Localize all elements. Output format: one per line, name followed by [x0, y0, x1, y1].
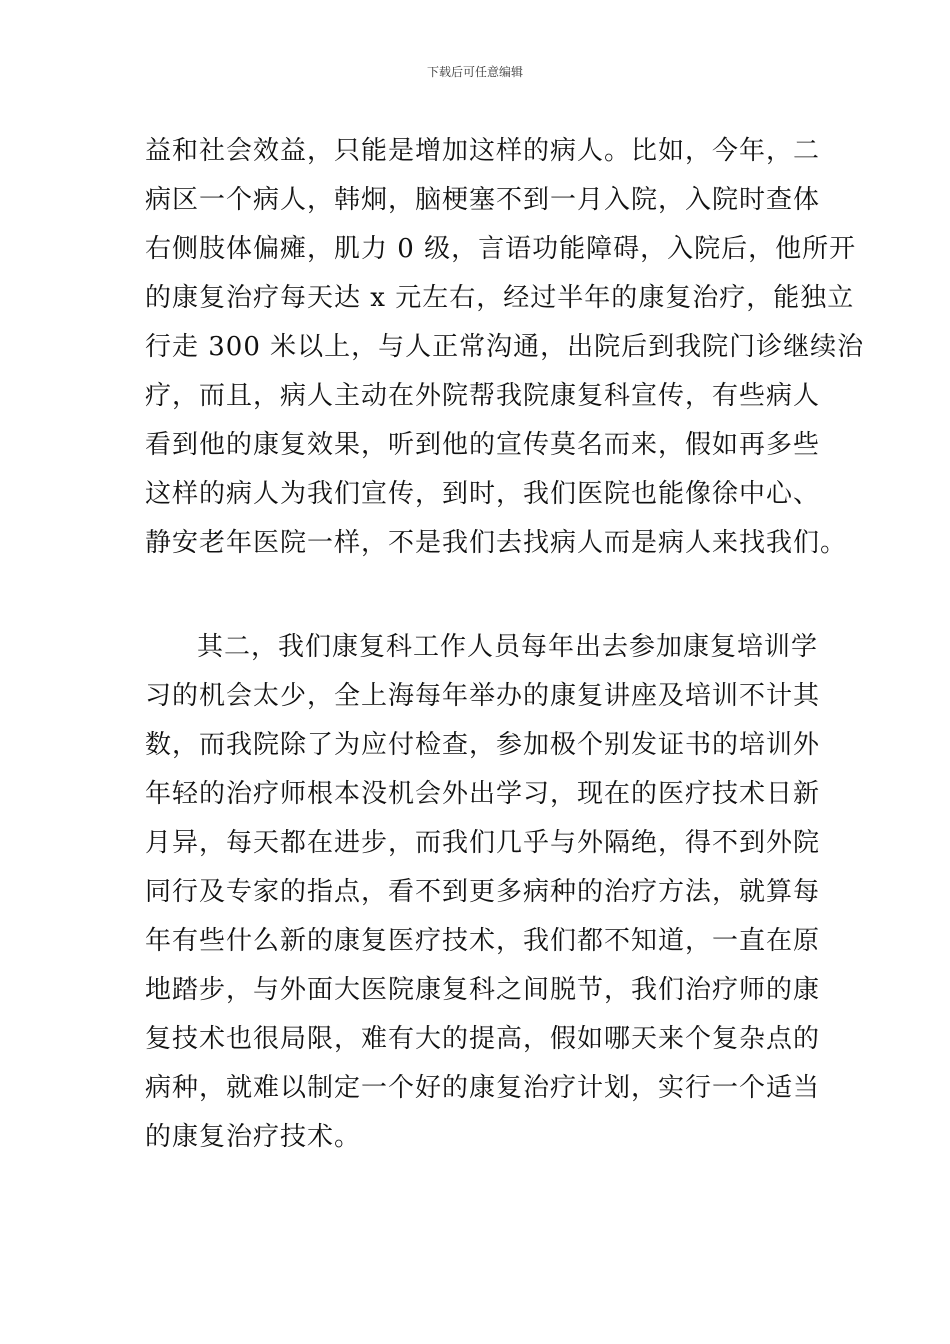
text-line: 数，而我院除了为应付检查，参加极个别发证书的培训外	[145, 730, 821, 760]
text-line: 病种，就难以制定一个好的康复治疗计划，实行一个适当	[145, 1073, 821, 1103]
text-line: 静安老年医院一样，不是我们去找病人而是病人来找我们。	[145, 528, 848, 558]
text-line: 习的机会太少，全上海每年举办的康复讲座及培训不计其	[145, 681, 821, 711]
text-line: 看到他的康复效果，听到他的宣传莫名而来，假如再多些	[145, 430, 821, 460]
text-line: 月异，每天都在进步，而我们几乎与外隔绝，得不到外院	[145, 828, 821, 858]
text-line: 行走 300 米以上，与人正常沟通，出院后到我院门诊继续治	[145, 332, 865, 362]
text-line: 同行及专家的指点，看不到更多病种的治疗方法，就算每	[145, 877, 821, 907]
text-line: 地踏步，与外面大医院康复科之间脱节，我们治疗师的康	[145, 975, 821, 1005]
text-line: 的康复治疗每天达 x 元左右，经过半年的康复治疗，能独立	[145, 283, 855, 313]
text-line: 疗，而且，病人主动在外院帮我院康复科宣传，有些病人	[145, 381, 821, 411]
text-line: 的康复治疗技术。	[145, 1122, 362, 1152]
text-line: 病区一个病人，韩炯，脑梗塞不到一月入院，入院时查体	[145, 185, 821, 215]
text-line: 右侧肢体偏瘫，肌力 0 级，言语功能障碍，入院后，他所开	[145, 234, 857, 264]
text-line: 年有些什么新的康复医疗技术，我们都不知道，一直在原	[145, 926, 821, 956]
page-header: 下载后可任意编辑	[426, 65, 523, 79]
text-line: 益和社会效益，只能是增加这样的病人。比如，今年，二	[145, 136, 821, 166]
text-line: 年轻的治疗师根本没机会外出学习，现在的医疗技术日新	[145, 779, 821, 809]
text-line: 复技术也很局限，难有大的提高，假如哪天来个复杂点的	[145, 1024, 821, 1054]
text-line: 这样的病人为我们宣传，到时，我们医院也能像徐中心、	[145, 479, 821, 509]
text-line: 其二，我们康复科工作人员每年出去参加康复培训学	[197, 632, 819, 662]
